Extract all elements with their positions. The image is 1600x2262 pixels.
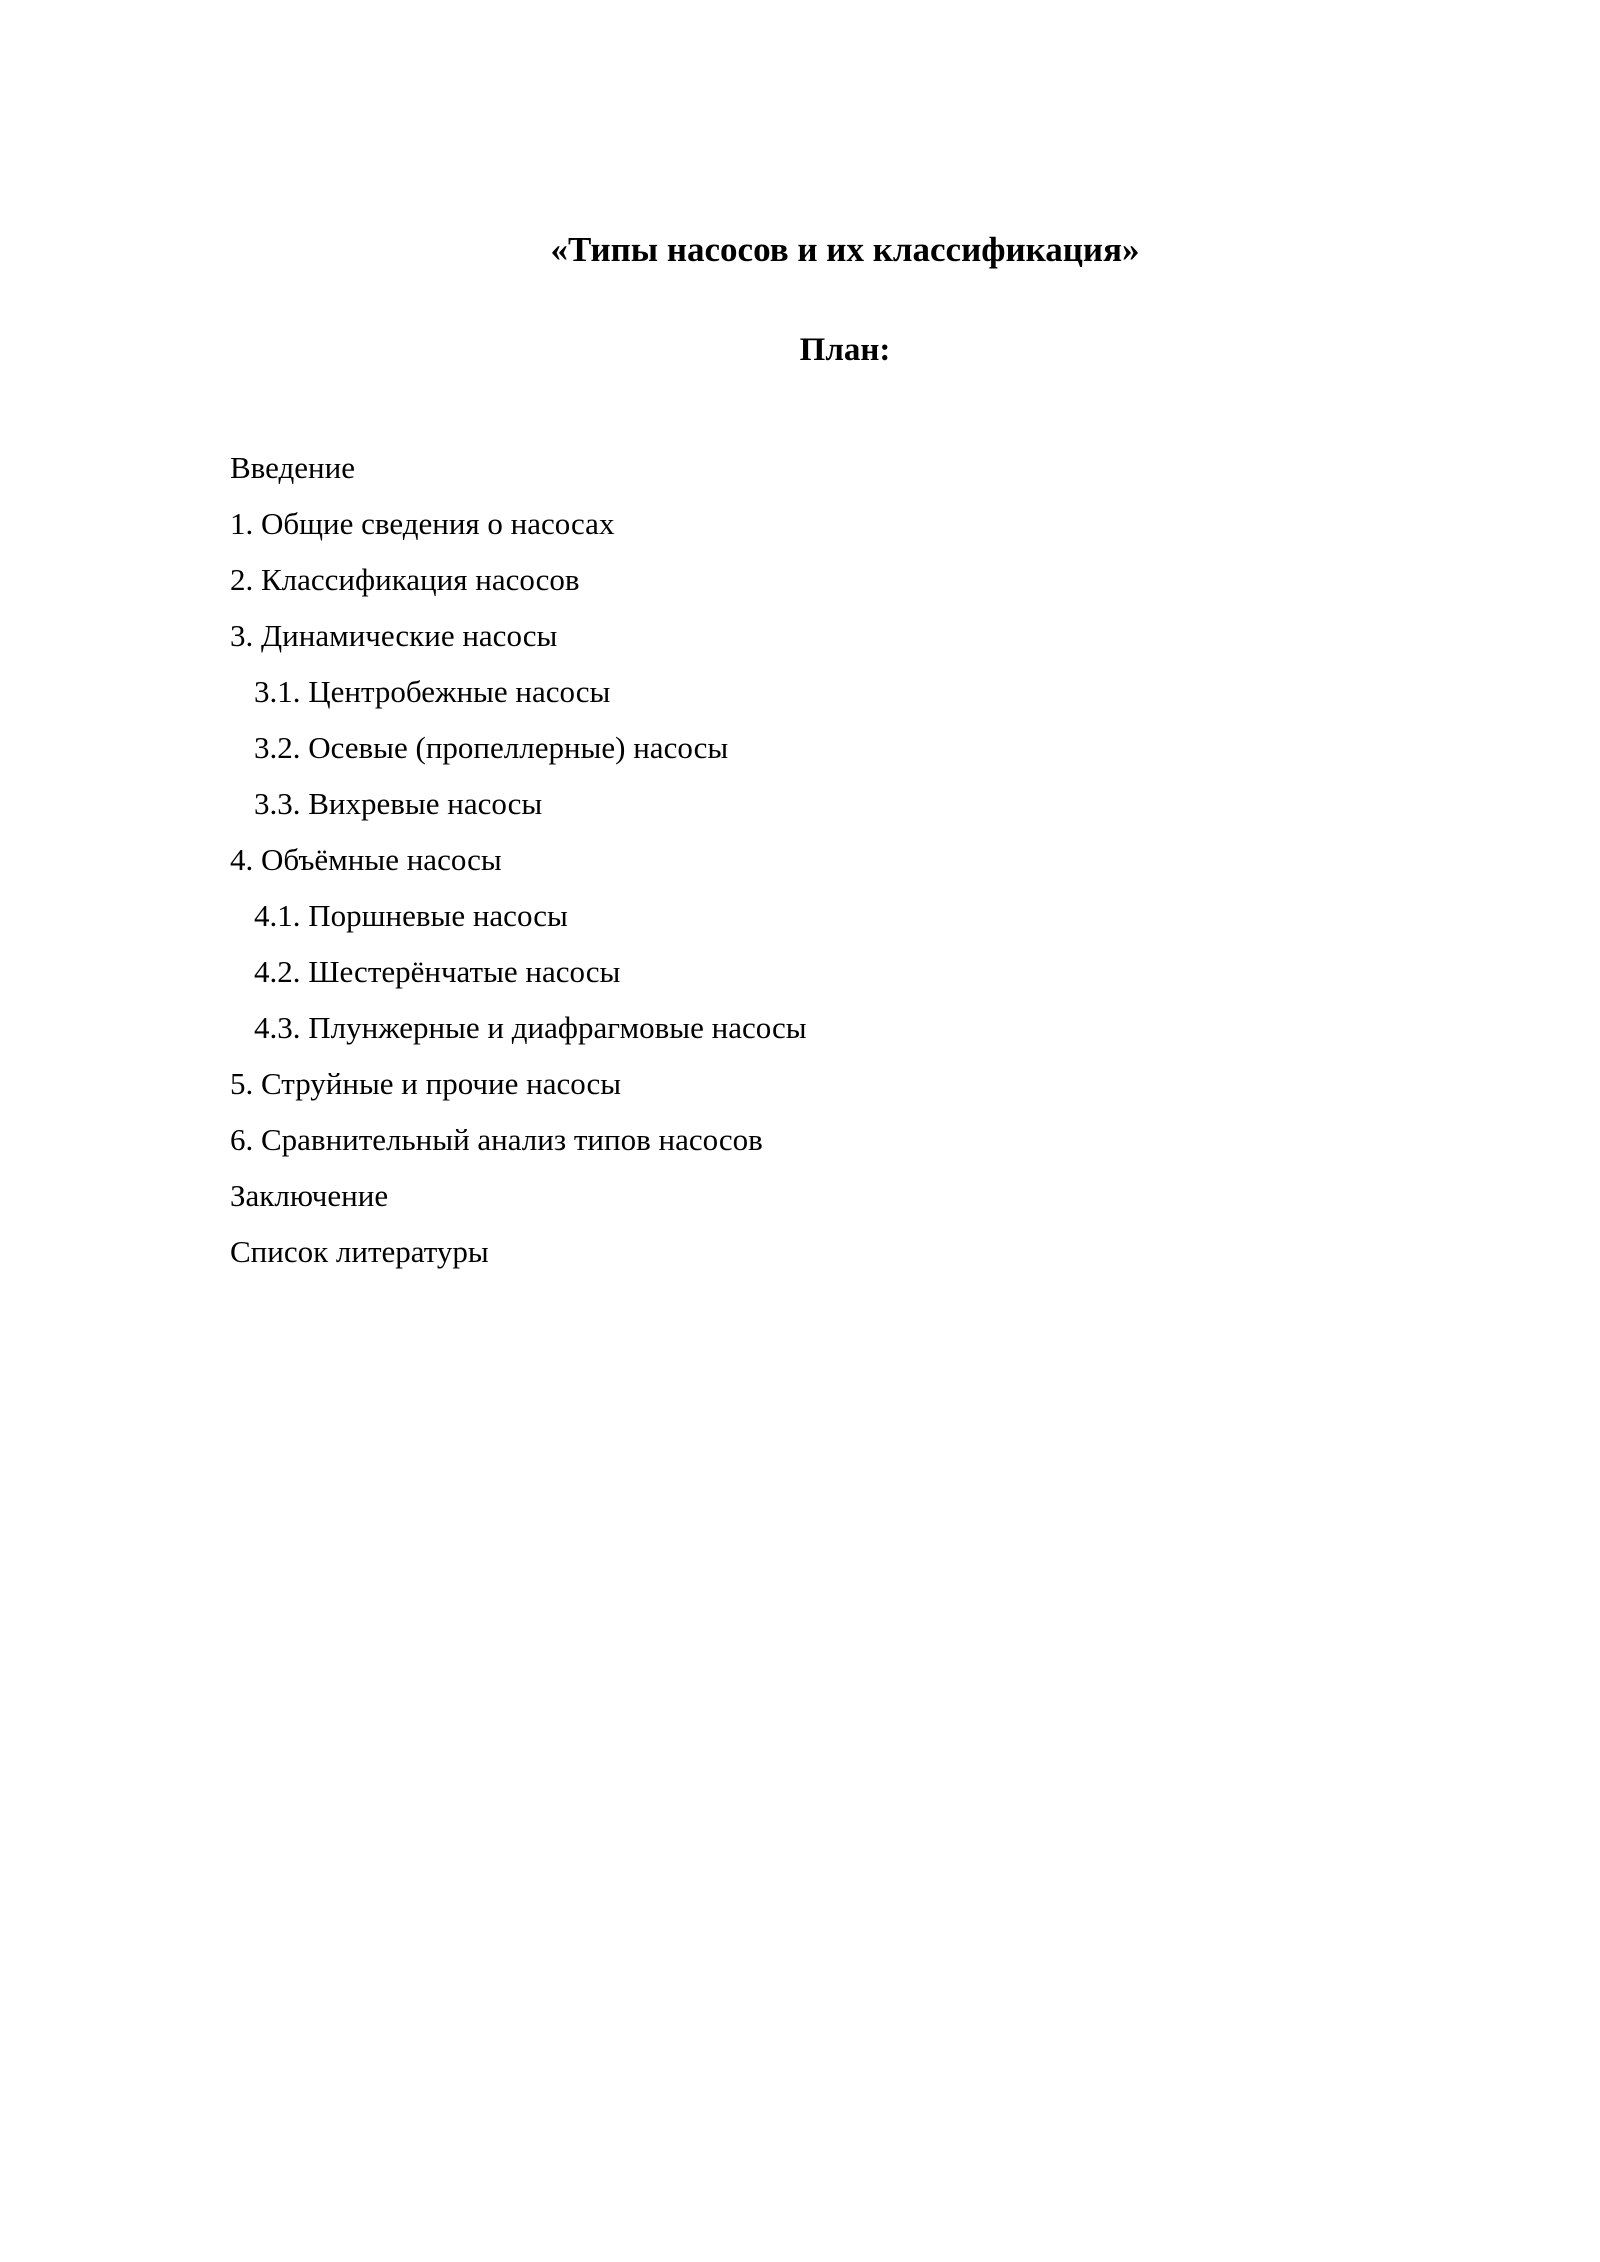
toc-item-4-3: 4.3. Плунжерные и диафрагмовые насосы <box>254 1010 807 1045</box>
toc-item-2: 2. Классификация насосов <box>230 562 580 597</box>
toc-item-4-1: 4.1. Поршневые насосы <box>254 898 568 933</box>
toc-item-5: 5. Струйные и прочие насосы <box>230 1066 622 1101</box>
toc-item-references: Список литературы <box>230 1234 489 1269</box>
toc-item-conclusion: Заключение <box>230 1178 389 1213</box>
document-title: «Типы насосов и их классификация» <box>550 230 1140 269</box>
plan-heading: План: <box>799 332 891 368</box>
toc-item-6: 6. Сравнительный анализ типов насосов <box>230 1122 763 1157</box>
toc-item-3-3: 3.3. Вихревые насосы <box>254 786 543 821</box>
toc-item-4: 4. Объёмные насосы <box>230 842 502 877</box>
toc-item-3: 3. Динамические насосы <box>230 618 558 653</box>
toc-item-1: 1. Общие сведения о насосах <box>230 506 615 541</box>
toc-item-3-1: 3.1. Центробежные насосы <box>254 674 611 709</box>
toc-item-3-2: 3.2. Осевые (пропеллерные) насосы <box>254 730 729 765</box>
toc-item-introduction: Введение <box>230 450 355 485</box>
table-of-contents <box>230 445 807 1285</box>
toc-item-4-2: 4.2. Шестерёнчатые насосы <box>254 954 621 989</box>
